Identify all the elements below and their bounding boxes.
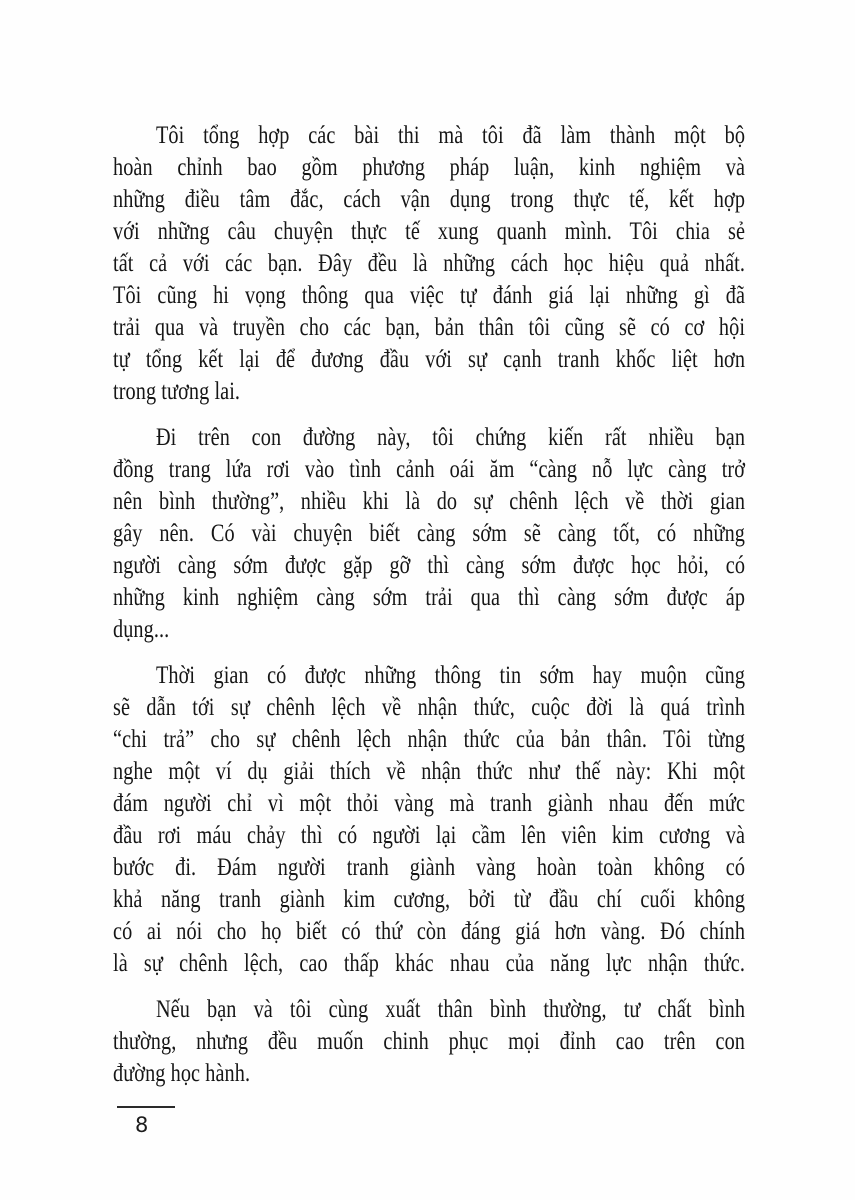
- text-line: tất cả với các bạn. Đây đều là những cách học hiệu quả nhất.: [113, 250, 746, 277]
- text-line: tự tổng kết lại để đương đầu với sự cạnh tranh khốc liệt hơn: [113, 346, 746, 373]
- footnote-rule: [117, 1106, 175, 1108]
- text-line: đầu rơi máu chảy thì có người lại cầm lên viên kim cương và: [113, 822, 746, 849]
- page-text-block: [113, 120, 745, 1104]
- text-line: Tôi tổng hợp các bài thi mà tôi đã làm thành một bộ: [155, 122, 746, 149]
- text-line: bước đi. Đám người tranh giành vàng hoàn toàn không có: [113, 854, 746, 881]
- paragraph: [113, 660, 745, 980]
- text-line: Đi trên con đường này, tôi chứng kiến rất nhiều bạn: [155, 424, 746, 451]
- text-line: khả năng tranh giành kim cương, bởi từ đầu chí cuối không: [113, 886, 746, 913]
- text-line: người càng sớm được gặp gỡ thì càng sớm được học hỏi, có: [113, 552, 746, 579]
- page-number: 8: [135, 1113, 149, 1137]
- text-line: có ai nói cho họ biết có thứ còn đáng giá hơn vàng. Đó chính: [113, 918, 746, 945]
- text-line: sẽ dẫn tới sự chênh lệch về nhận thức, cuộc đời là quá trình: [113, 694, 746, 721]
- text-line: đám người chỉ vì một thỏi vàng mà tranh giành nhau đến mức: [113, 790, 746, 817]
- text-line: dụng...: [113, 616, 170, 643]
- text-line: Nếu bạn và tôi cùng xuất thân bình thường, tư chất bình: [155, 996, 746, 1023]
- paragraph: [113, 120, 745, 408]
- text-line: đường học hành.: [113, 1060, 251, 1087]
- text-line: những điều tâm đắc, cách vận dụng trong thực tế, kết hợp: [113, 186, 746, 213]
- paragraph: [113, 422, 745, 646]
- text-line: với những câu chuyện thực tế xung quanh mình. Tôi chia sẻ: [113, 218, 746, 245]
- text-line: nghe một ví dụ giải thích về nhận thức như thế này: Khi một: [113, 758, 746, 785]
- text-line: nên bình thường”, nhiều khi là do sự chênh lệch về thời gian: [113, 488, 746, 515]
- text-line: những kinh nghiệm càng sớm trải qua thì càng sớm được áp: [113, 584, 746, 611]
- text-line: “chi trả” cho sự chênh lệch nhận thức của bản thân. Tôi từng: [113, 726, 746, 753]
- page-footer: [113, 1106, 745, 1138]
- text-line: trong tương lai.: [113, 378, 241, 405]
- text-line: Tôi cũng hi vọng thông qua việc tự đánh giá lại những gì đã: [113, 282, 746, 309]
- text-line: Thời gian có được những thông tin sớm hay muộn cũng: [155, 662, 746, 689]
- text-line: thường, nhưng đều muốn chinh phục mọi đỉnh cao trên con: [113, 1028, 746, 1055]
- paragraph: [113, 994, 745, 1090]
- text-line: đồng trang lứa rơi vào tình cảnh oái ăm “càng nỗ lực càng trở: [113, 456, 746, 483]
- text-line: trải qua và truyền cho các bạn, bản thân tôi cũng sẽ có cơ hội: [113, 314, 746, 341]
- text-line: hoàn chỉnh bao gồm phương pháp luận, kinh nghiệm và: [113, 154, 746, 181]
- text-line: là sự chênh lệch, cao thấp khác nhau của năng lực nhận thức.: [113, 950, 746, 977]
- text-line: gây nên. Có vài chuyện biết càng sớm sẽ càng tốt, có những: [113, 520, 746, 547]
